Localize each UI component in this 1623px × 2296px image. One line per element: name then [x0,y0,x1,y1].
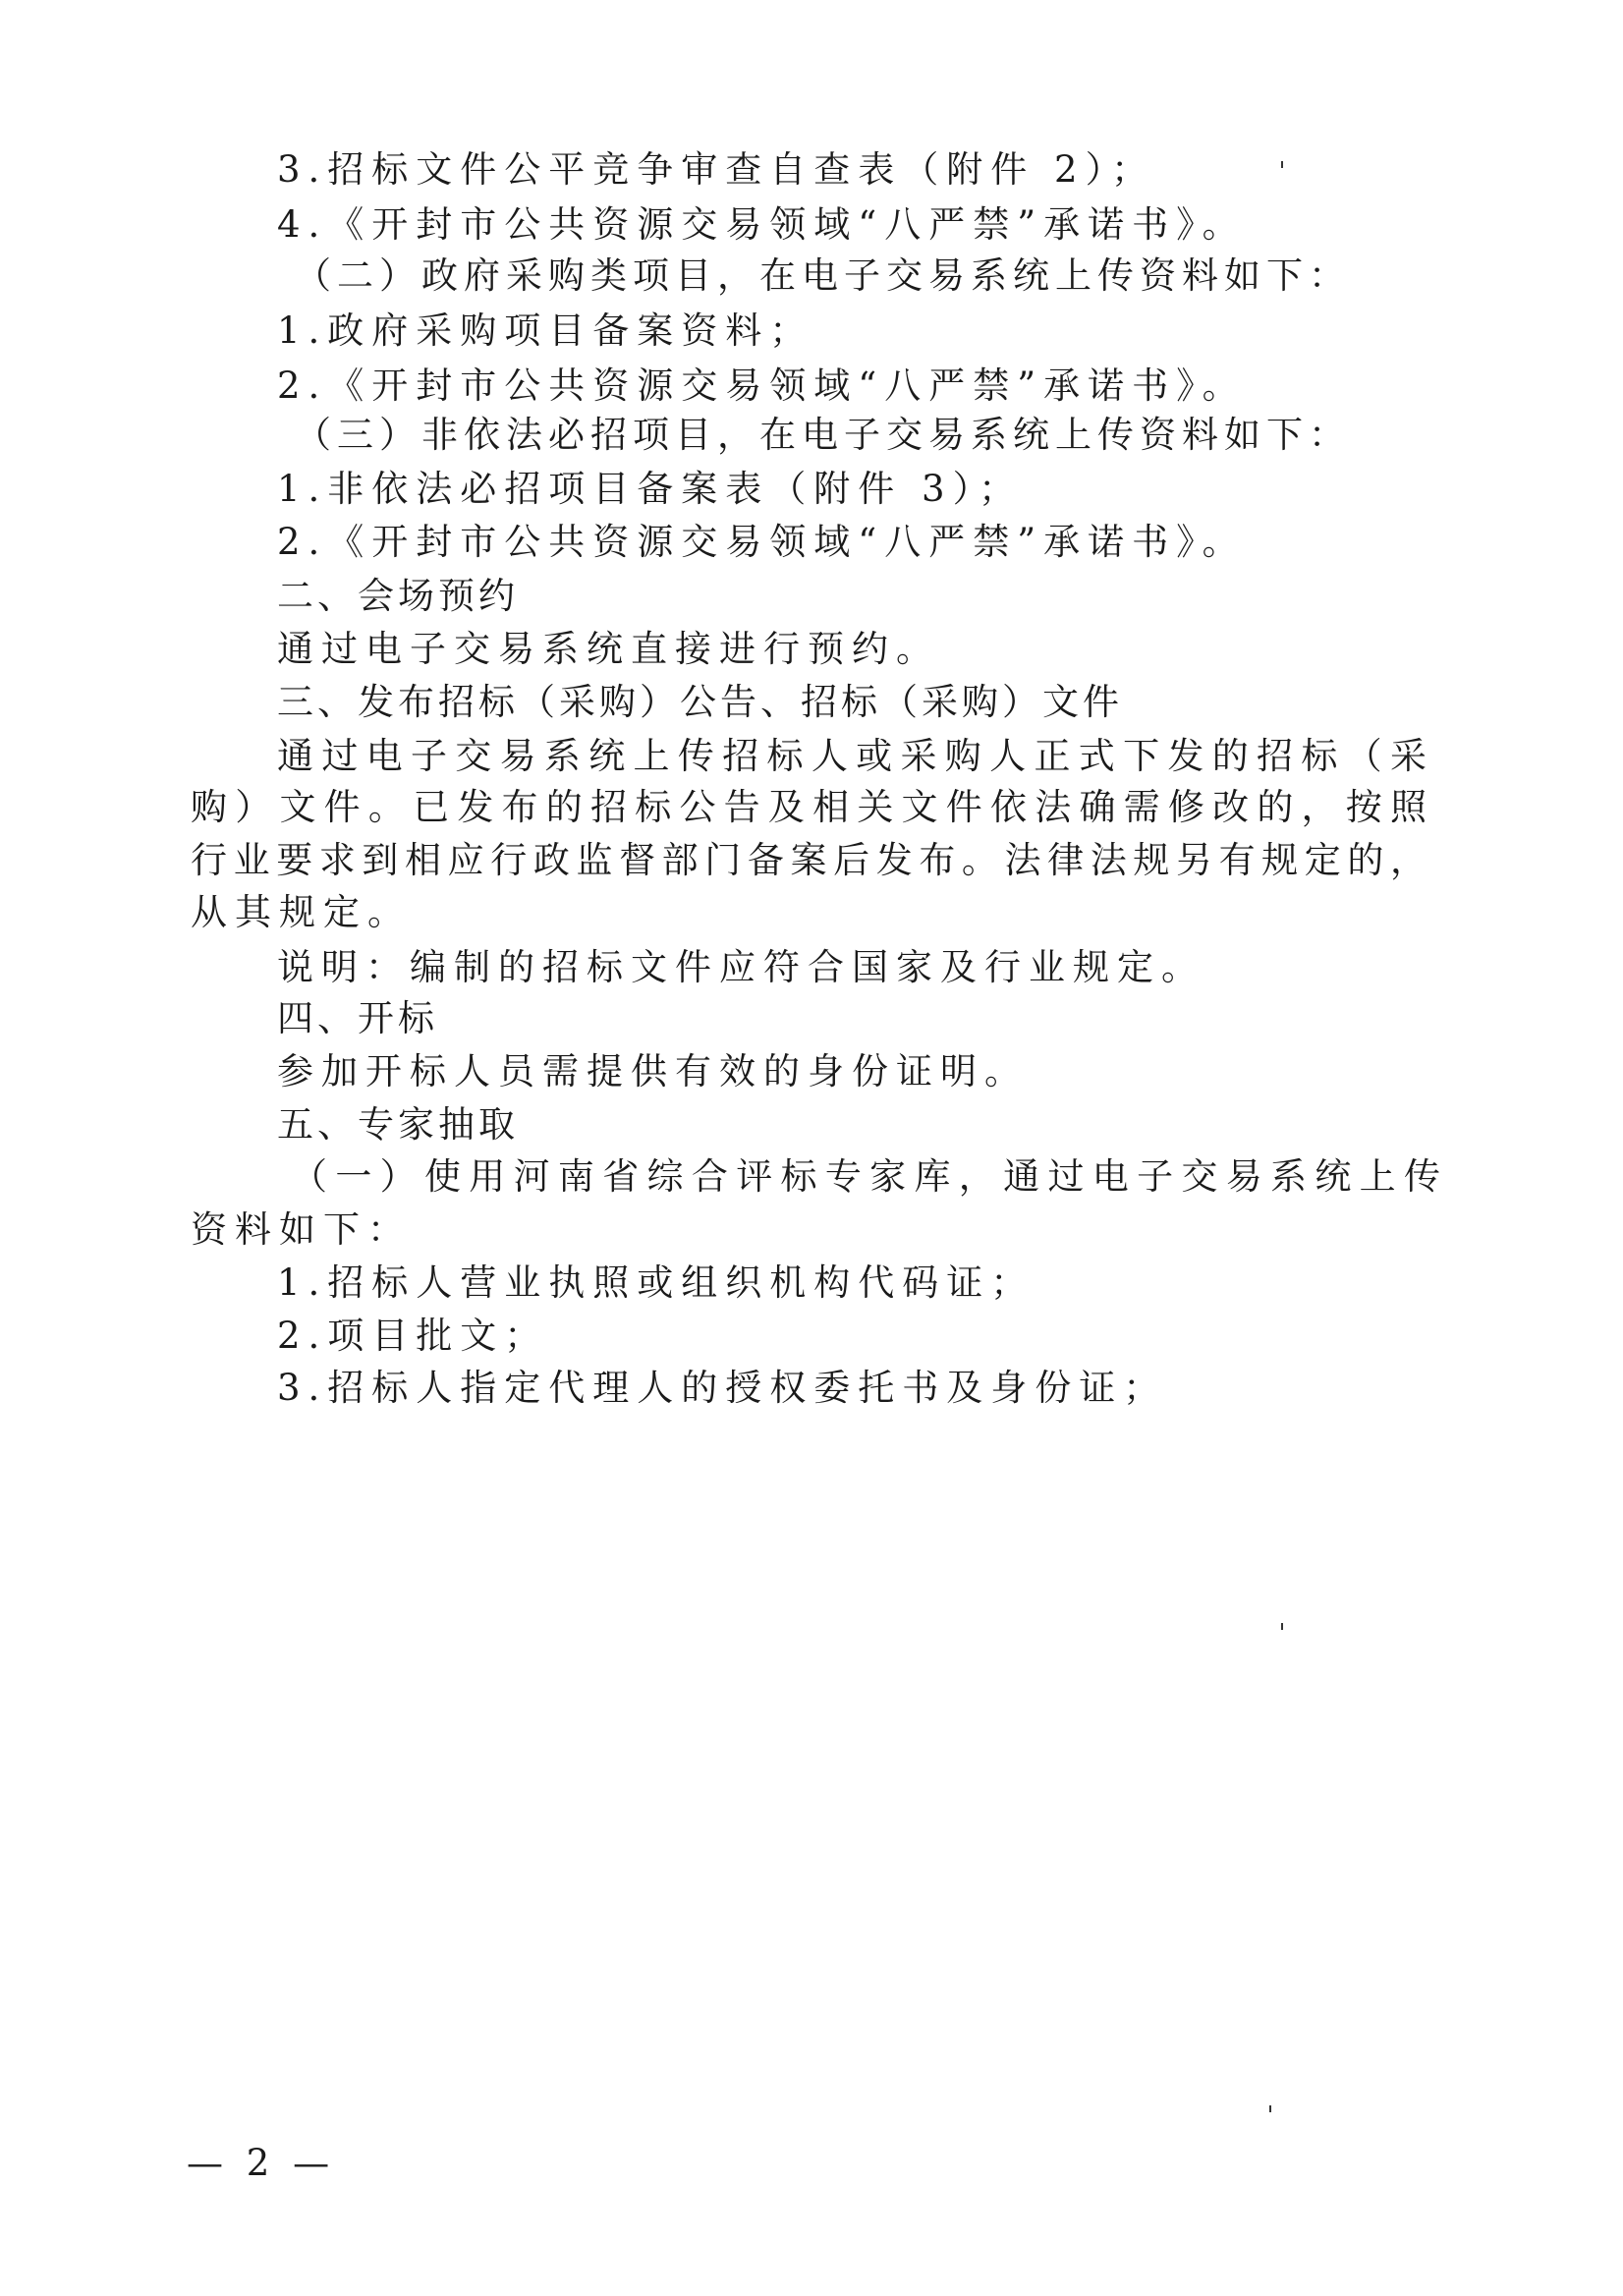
scan-speck [1269,2105,1271,2112]
subsection-heading-gov-procurement: （二）政府采购类项目，在电子交易系统上传资料如下： [295,254,1351,297]
text-line-pledge-2: 2.《开封市公共资源交易领域“八严禁”承诺书》。 [277,364,1247,407]
paragraph-line-4: 从其规定。 [191,891,412,933]
text-line-business-license: 1.招标人营业执照或组织机构代码证； [277,1261,1035,1304]
scan-speck [1281,1623,1283,1630]
text-line-venue: 通过电子交易系统直接进行预约。 [277,628,940,670]
page-number: — 2 — [187,2142,336,2184]
paragraph-line-1: 通过电子交易系统上传招标人或采购人正式下发的招标（采 [277,735,1427,777]
text-line-bid-opening: 参加开标人员需提供有效的身份证明。 [277,1050,1029,1092]
paragraph-line-2: 购）文件。已发布的招标公告及相关文件依法确需修改的，按照 [191,786,1427,828]
text-line-pledge-1: 4.《开封市公共资源交易领域“八严禁”承诺书》。 [277,203,1247,246]
paragraph-expert-line-1: （一）使用河南省综合评标专家库，通过电子交易系统上传 [291,1155,1440,1198]
section-heading-experts: 五、专家抽取 [277,1103,519,1146]
text-line-note: 说明：编制的招标文件应符合国家及行业规定。 [277,946,1205,988]
subsection-heading-non-mandatory: （三）非依法必招项目，在电子交易系统上传资料如下： [295,414,1351,456]
text-line-pledge-3: 2.《开封市公共资源交易领域“八严禁”承诺书》。 [277,521,1247,563]
text-line-project-approval: 2.项目批文； [277,1315,549,1357]
paragraph-line-3: 行业要求到相应行政监督部门备案后发布。法律法规另有规定的， [191,839,1427,881]
section-heading-publish: 三、发布招标（采购）公告、招标（采购）文件 [277,681,1123,723]
section-heading-venue: 二、会场预约 [277,575,519,617]
section-heading-bid-opening: 四、开标 [277,997,438,1039]
text-line-gov-filing: 1.政府采购项目备案资料； [277,309,814,352]
text-line-authorization: 3.招标人指定代理人的授权委托书及身份证； [277,1367,1168,1409]
scan-speck [1281,161,1283,168]
paragraph-expert-line-2: 资料如下： [191,1208,412,1251]
text-line-attachment-2: 3.招标文件公平竞争审查自查表（附件 2）； [277,148,1156,191]
text-line-attachment-3: 1.非依法必招项目备案表（附件 3）； [277,468,1024,510]
